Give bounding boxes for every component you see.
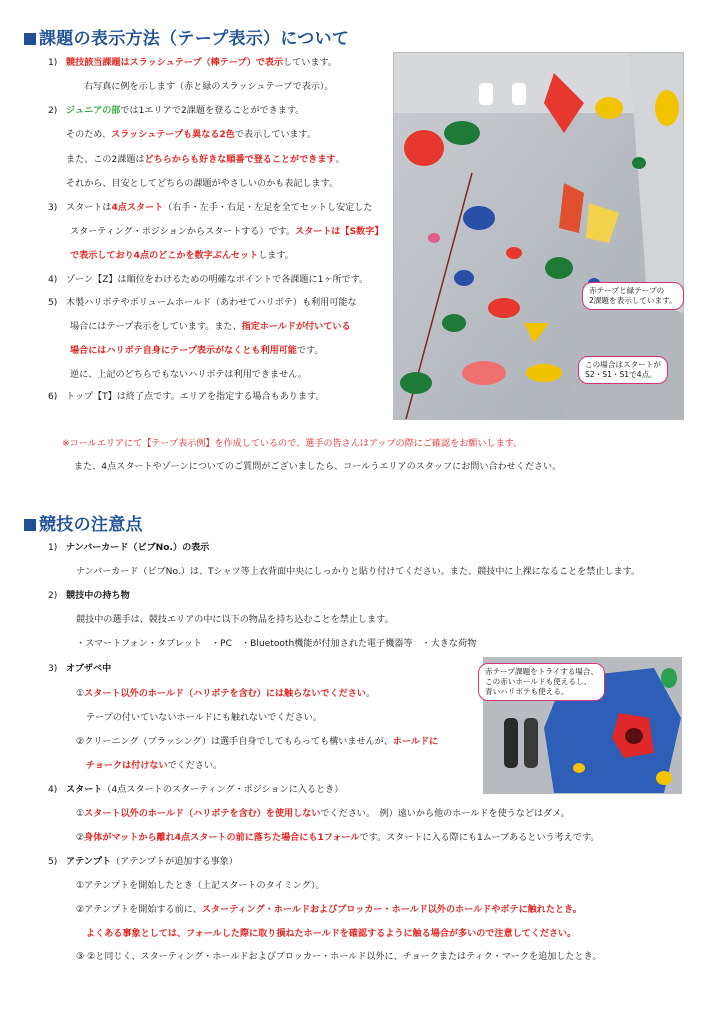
text-segment: で表示しています。: [234, 130, 316, 140]
text-segment: 。: [335, 155, 345, 165]
text-segment: スタートは: [66, 203, 112, 213]
text-segment: アテンプト: [66, 857, 112, 867]
item-number: 6): [48, 392, 58, 402]
item-5-line-4: [86, 928, 576, 941]
text-segment: します。: [258, 251, 294, 261]
callout3-line1: 赤テープ課題をトライする場合、: [485, 667, 599, 676]
square-bullet-icon: [24, 33, 36, 45]
text-segment: トップ【T】は終了点です。エリアを指定する場合もあります。: [66, 392, 325, 402]
text-segment: 場合にはテープ表示をしています。また、: [70, 322, 242, 332]
item-number: 1): [48, 543, 58, 553]
text-segment: 指定ホールドが付いている: [241, 322, 351, 332]
text-segment: 競技中の選手は、競技エリアの中に以下の物品を持ち込むことを禁止します。: [76, 615, 394, 625]
item-4-line-3: [76, 832, 599, 845]
text-segment: です。スタートに入る際にも1ムーブあるという考えです。: [359, 833, 600, 843]
text-segment: では1エリアで2課題を登ることができます。: [120, 106, 305, 116]
text-segment: ホールドに: [392, 737, 439, 747]
text-segment: ・スマートフォン・タブレット ・PC ・Bluetooth機能が付加された電子機器等 ・大きな荷物: [76, 639, 477, 649]
callout-red-tape-problem: [478, 663, 605, 701]
text-segment: ①: [76, 689, 85, 699]
item-5-line-4: [70, 369, 307, 382]
item-number: 2): [48, 591, 58, 601]
text-segment: 場合にはハリボテ自身にテープ表示がなくとも利用可能: [70, 346, 297, 356]
text-segment: スラッシュテープも異なる2色: [111, 130, 235, 140]
item-number: 5): [48, 298, 58, 308]
text-segment: スターティング・ホールドおよびブロッカー・ホールド以外のホールドやボテに触れたとき。: [201, 905, 582, 915]
text-segment: スタート: [66, 785, 103, 795]
item-5-line-5: [76, 951, 601, 964]
text-segment: （4点スタートのスターティング・ポジションに入るとき）: [102, 785, 344, 795]
section1-heading: [24, 24, 349, 49]
text-segment: どちらからも好きな順番で登ることができます: [144, 155, 336, 165]
item-4-line-1: [66, 274, 368, 287]
text-segment: ナンバーカード（ビブNo.）の表示: [66, 543, 210, 553]
item-5-line-1: [66, 297, 357, 310]
square-bullet-icon: [24, 519, 36, 531]
item-3-line-1: [66, 202, 372, 215]
item-5-line-2: [70, 321, 351, 334]
note-questions: また、4点スタートやゾーンについてのご質問がございましたら、コールうエリアのスタッフにお問い合わせください。: [74, 462, 562, 472]
text-segment: 。: [365, 689, 375, 699]
item-3-line-3: [86, 712, 322, 725]
callout2-line1: この場合はスタートが: [585, 360, 661, 369]
text-segment: また、この2課題は: [66, 155, 145, 165]
text-segment: スタート以外のホールド（ハリボテを含む）には触らないでください: [84, 689, 366, 699]
text-segment: （右手・左手・右足・左足を全てセットし安定した: [163, 203, 373, 213]
note-call-area: ※コールエリアにて【テープ表示例】を作成しているので、選手の皆さんはアップの際にご確認をお願いします。: [62, 439, 523, 449]
text-segment: ①: [76, 809, 85, 819]
item-5-line-3: [76, 904, 582, 917]
item-5-line-1: [66, 856, 238, 869]
callout2-line2: S2・S1・S1で4点。: [585, 370, 657, 379]
text-segment: でください。 例）遠いから他のホールドを使うなどはダメ。: [320, 809, 570, 819]
text-segment: 競技該当課題はスラッシュテープ（棒テープ）で表示: [66, 58, 284, 68]
item-1-line-2: [84, 81, 334, 94]
text-segment: スタート以外のホールド（ハリボテを含む）を使用しない: [84, 809, 321, 819]
item-3-line-1: [66, 663, 111, 676]
item-2-line-2: [66, 129, 316, 142]
callout-four-point-start: [578, 356, 668, 384]
item-2-line-3: [66, 154, 345, 167]
callout3-line3: 青いハリボテも使える。: [485, 687, 569, 696]
item-1-line-2: [76, 566, 640, 579]
text-segment: です。: [296, 346, 324, 356]
callout-two-problems: [582, 282, 684, 310]
text-segment: スタートは【S数字】: [295, 227, 384, 237]
item-number: 1): [48, 58, 58, 68]
item-2-line-1: [66, 105, 304, 118]
text-segment: しています。: [283, 58, 337, 68]
item-6-line-1: [66, 391, 324, 404]
item-number: 4): [48, 275, 58, 285]
text-segment: ②アテンプトを開始する前に、: [76, 905, 202, 915]
text-segment: 右写真に例を示します（赤と緑のスラッシュテープで表示）。: [84, 82, 334, 92]
text-segment: ジュニアの部: [66, 106, 121, 116]
item-3-line-2: [76, 688, 375, 701]
item-number: 5): [48, 857, 58, 867]
text-segment: 逆に、上記のどちらでもないハリボテは利用できません。: [70, 370, 307, 380]
section2-title: 競技の注意点: [39, 515, 143, 535]
item-5-line-2: [76, 880, 325, 893]
item-3-line-5: [86, 760, 222, 773]
item-4-line-1: [66, 784, 343, 797]
text-segment: よくある事象としては、フォールした際に取り損ねたホールドを確認するように触る場合が多いので注意してください。: [86, 929, 577, 939]
text-segment: スターティング・ポジションからスタートする）です。: [70, 227, 296, 237]
text-segment: ②クリーニング（ブラッシング）は選手自身でしてもらっても構いませんが、: [76, 737, 393, 747]
item-number: 4): [48, 785, 58, 795]
item-5-line-3: [70, 345, 323, 358]
text-segment: （アテンプトが追加する事象）: [111, 857, 238, 867]
callout1-line2: 2課題を表示しています。: [589, 296, 677, 305]
item-number: 2): [48, 106, 58, 116]
text-segment: ③ ②と同じく、スターティング・ホールドおよびブロッカー・ホールド以外に、チョークまたはティク・マークを追加したとき。: [76, 952, 602, 962]
item-1-line-1: [66, 542, 209, 555]
callout1-line1: 赤テープと緑テープの: [589, 286, 665, 295]
text-segment: 4点スタート: [111, 203, 164, 213]
text-segment: で表示しており4点のどこかを数字ぶんセット: [70, 251, 259, 261]
item-number: 3): [48, 203, 58, 213]
text-segment: テープの付いていないホールドにも触れないでください。: [86, 713, 322, 723]
text-segment: そのため、: [66, 130, 112, 140]
callout3-line2: この赤いホールドも使えるし、: [485, 677, 592, 686]
text-segment: 身体がマットから離れ4点スタートの前に落ちた場合にも1フォール: [84, 833, 360, 843]
item-3-line-4: [76, 736, 438, 749]
text-segment: それから、目安としてどちらの課題がやさしいのかも表記します。: [66, 179, 339, 189]
item-3-line-3: [70, 250, 294, 263]
item-number: 3): [48, 664, 58, 674]
text-segment: でください。: [167, 761, 223, 771]
text-segment: ゾーン【Z】は順位をわけるための明確なポイントで各課題に1ヶ所です。: [66, 275, 369, 285]
text-segment: ②: [76, 833, 85, 843]
item-4-line-2: [76, 808, 570, 821]
section1-title: 課題の表示方法（テープ表示）について: [39, 29, 350, 49]
text-segment: 競技中の持ち物: [66, 591, 130, 601]
text-segment: 木製ハリボテやボリュームホールド（あわせてハリボテ）も利用可能な: [66, 298, 357, 308]
text-segment: ①アテンプトを開始したとき（上記スタートのタイミング）。: [76, 881, 325, 891]
item-2-line-4: [66, 178, 338, 191]
item-2-line-3: [76, 638, 476, 651]
section2-heading: [24, 510, 143, 535]
item-1-line-1: [66, 57, 337, 70]
item-3-line-2: [70, 226, 383, 239]
text-segment: ナンバーカード（ビブNo.）は、Tシャツ等上衣背面中央にしっかりと貼り付けてください。また、競技中に上裸になることを禁止します。: [76, 567, 641, 577]
text-segment: オブザベ中: [66, 664, 112, 674]
text-segment: チョークは付けない: [86, 761, 168, 771]
item-2-line-2: [76, 614, 394, 627]
item-2-line-1: [66, 590, 130, 603]
